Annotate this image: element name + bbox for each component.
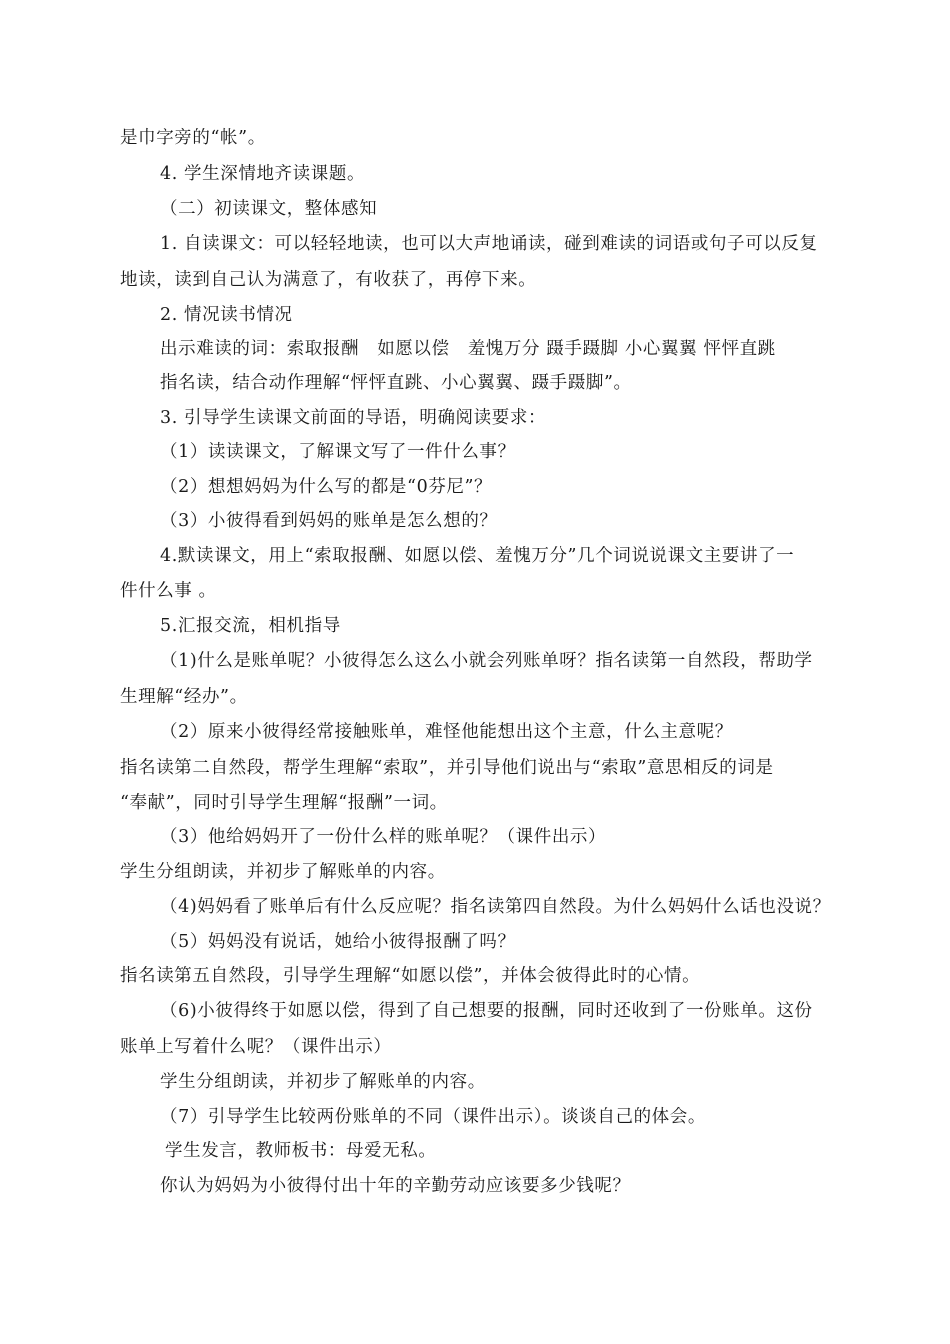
text-line: 2. 情况读书情况 [160,305,293,325]
text-line: 1. 自读课文：可以轻轻地读，也可以大声地诵读，碰到难读的词语或句子可以反复 [160,234,818,254]
text-line: （6)小彼得终于如愿以偿，得到了自己想要的报酬，同时还收到了一份账单。这份 [160,1001,813,1021]
text-line: （5）妈妈没有说话，她给小彼得报酬了吗？ [160,932,516,952]
text-line: 生理解“经办”。 [120,687,248,707]
text-line: 5.汇报交流，相机指导 [160,616,341,636]
text-line: 4.默读课文，用上“索取报酬、如愿以偿、羞愧万分”几个词说说课文主要讲了一 [160,546,795,566]
text-line: 地读，读到自己认为满意了，有收获了，再停下来。 [120,270,537,290]
text-line: 是巾字旁的“帐”。 [120,128,266,148]
text-line: 你认为妈妈为小彼得付出十年的辛勤劳动应该要多少钱呢？ [160,1176,631,1196]
text-line: （1)什么是账单呢？小彼得怎么这么小就会列账单呀？指名读第一自然段，帮助学 [160,651,813,671]
text-line: 学生分组朗读，并初步了解账单的内容。 [120,862,446,882]
text-line: 3. 引导学生读课文前面的导语，明确阅读要求： [160,408,547,428]
text-line: （3）小彼得看到妈妈的账单是怎么想的？ [160,511,498,531]
text-line: （3）他给妈妈开了一份什么样的账单呢？（课件出示） [160,827,607,847]
text-line: 学生分组朗读，并初步了解账单的内容。 [160,1072,486,1092]
text-line: 指名读第五自然段，引导学生理解“如愿以偿”，并体会彼得此时的心情。 [120,966,701,986]
text-line: 指名读第二自然段，帮学生理解“索取”，并引导他们说出与“索取”意思相反的词是 [120,758,774,778]
text-line: （1）读读课文，了解课文写了一件什么事？ [160,442,516,462]
text-line: （4)妈妈看了账单后有什么反应呢？指名读第四自然段。为什么妈妈什么话也没说？ [160,897,831,917]
text-line: 学生发言，教师板书：母爱无私。 [165,1141,437,1161]
text-line: （2）原来小彼得经常接触账单，难怪他能想出这个主意，什么主意呢？ [160,722,733,742]
text-line: 账单上写着什么呢？（课件出示） [120,1037,392,1057]
text-line: （2）想想妈妈为什么写的都是“0芬尼”？ [160,477,493,497]
text-line: （二）初读课文，整体感知 [160,199,378,219]
text-line: （7）引导学生比较两份账单的不同（课件出示）。谈谈自己的体会。 [160,1107,706,1127]
text-line: 4. 学生深情地齐读课题。 [160,164,366,184]
text-line: 出示难读的词：索取报酬 如愿以偿 羞愧万分 蹑手蹑脚 小心翼翼 怦怦直跳 [160,339,776,359]
text-line: “奉献”，同时引导学生理解“报酬”一词。 [120,793,448,813]
text-line: 指名读，结合动作理解“怦怦直跳、小心翼翼、蹑手蹑脚”。 [160,373,632,393]
text-line: 件什么事 。 [120,581,217,601]
